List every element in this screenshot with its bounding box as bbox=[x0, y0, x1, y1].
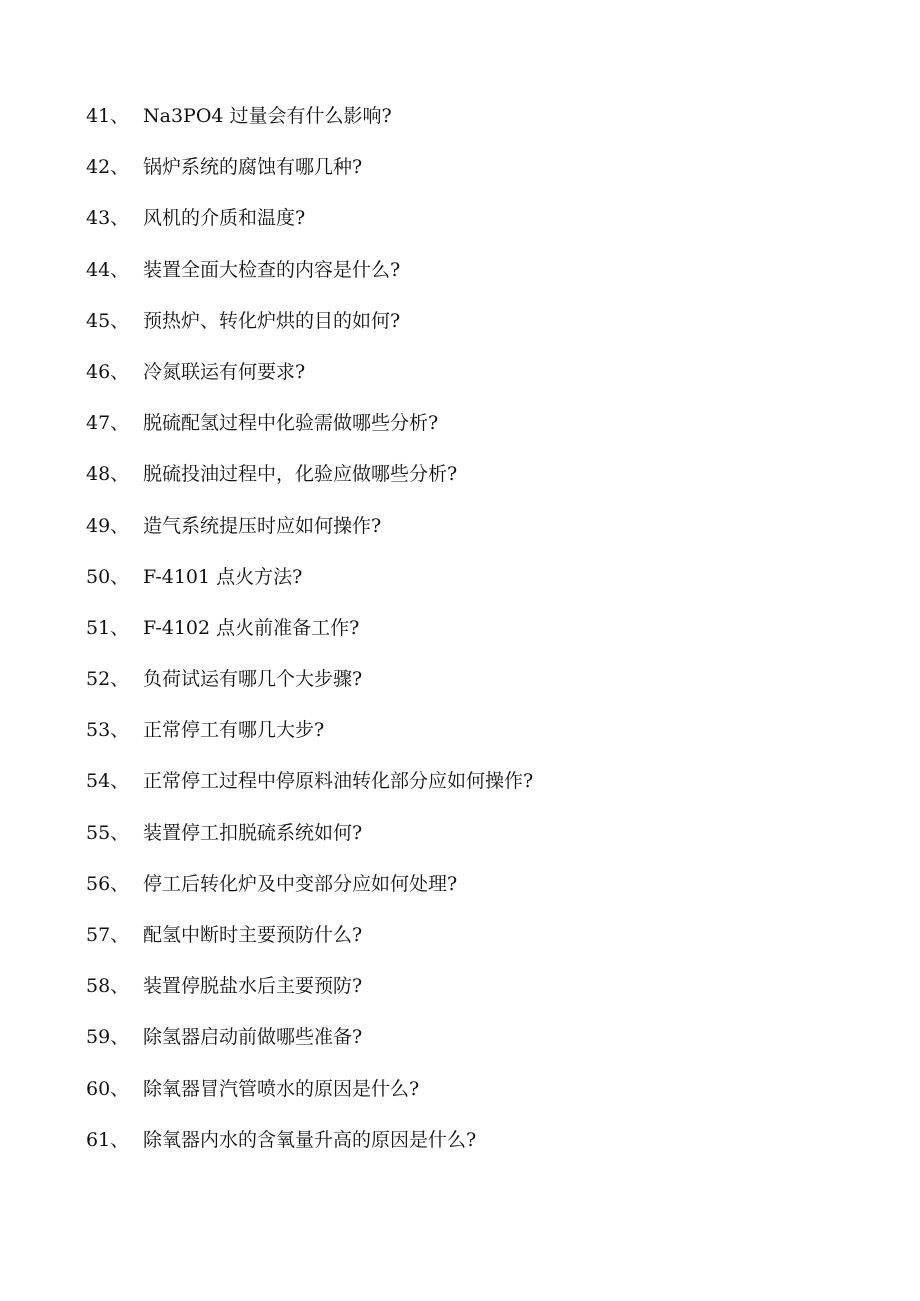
question-text: F-4101 点火方法? bbox=[143, 565, 303, 588]
question-item bbox=[86, 817, 886, 868]
question-number: 46、 bbox=[86, 360, 130, 383]
question-text: Na3PO4 过量会有什么影响? bbox=[143, 105, 392, 127]
question-number: 53、 bbox=[86, 719, 130, 742]
question-item bbox=[86, 356, 886, 407]
question-text: 正常停工过程中停原料油转化部分应如何操作? bbox=[143, 770, 534, 793]
question-number: 61、 bbox=[86, 1128, 130, 1151]
question-text: 装置停脱盐水后主要预防? bbox=[143, 975, 363, 998]
question-number: 57、 bbox=[86, 924, 130, 946]
question-item bbox=[86, 868, 886, 919]
question-number: 42、 bbox=[86, 156, 130, 179]
question-number: 41、 bbox=[86, 105, 130, 127]
question-item bbox=[86, 1073, 886, 1124]
question-item bbox=[86, 919, 886, 970]
question-text: 正常停工有哪几大步? bbox=[143, 719, 325, 742]
question-item bbox=[86, 714, 886, 765]
question-item bbox=[86, 254, 886, 305]
question-text: 除氧器冒汽管喷水的原因是什么? bbox=[143, 1077, 420, 1100]
question-number: 60、 bbox=[86, 1077, 130, 1100]
question-item bbox=[86, 612, 886, 663]
question-text: 预热炉、转化炉烘的目的如何? bbox=[143, 309, 401, 332]
question-text: 除氢器启动前做哪些准备? bbox=[143, 1026, 363, 1049]
question-number: 55、 bbox=[86, 821, 130, 844]
question-text: 装置全面大检查的内容是什么? bbox=[143, 258, 401, 281]
question-item bbox=[86, 1124, 886, 1175]
question-number: 50、 bbox=[86, 565, 130, 588]
question-text: 装置停工扣脱硫系统如何? bbox=[143, 821, 363, 844]
question-item bbox=[86, 407, 886, 458]
question-number: 47、 bbox=[86, 412, 130, 435]
question-item bbox=[86, 100, 886, 151]
question-number: 59、 bbox=[86, 1026, 130, 1049]
question-number: 44、 bbox=[86, 258, 130, 281]
question-number: 58、 bbox=[86, 975, 130, 998]
question-text: 除氧器内水的含氧量升高的原因是什么? bbox=[143, 1128, 477, 1151]
question-item bbox=[86, 765, 886, 816]
question-text: 锅炉系统的腐蚀有哪几种? bbox=[143, 156, 363, 179]
question-text: 脱硫配氢过程中化验需做哪些分析? bbox=[143, 412, 439, 435]
question-text: F-4102 点火前准备工作? bbox=[143, 616, 360, 639]
question-text: 停工后转化炉及中变部分应如何处理? bbox=[143, 872, 458, 895]
question-item bbox=[86, 561, 886, 612]
question-item bbox=[86, 1021, 886, 1072]
question-number: 52、 bbox=[86, 668, 130, 691]
question-number: 45、 bbox=[86, 309, 130, 332]
question-item bbox=[86, 202, 886, 253]
question-list bbox=[86, 100, 886, 1175]
question-item bbox=[86, 305, 886, 356]
question-text: 冷氮联运有何要求? bbox=[143, 360, 306, 383]
question-item bbox=[86, 663, 886, 714]
question-number: 54、 bbox=[86, 770, 130, 793]
question-item bbox=[86, 458, 886, 509]
question-text: 风机的介质和温度? bbox=[143, 207, 306, 230]
question-number: 43、 bbox=[86, 207, 130, 230]
question-number: 56、 bbox=[86, 872, 130, 895]
question-text: 负荷试运有哪几个大步骤? bbox=[143, 668, 363, 691]
question-number: 51、 bbox=[86, 616, 130, 639]
question-item bbox=[86, 510, 886, 561]
question-number: 48、 bbox=[86, 463, 130, 486]
question-number: 49、 bbox=[86, 514, 130, 537]
question-item bbox=[86, 151, 886, 202]
question-text: 配氢中断时主要预防什么? bbox=[143, 924, 363, 946]
question-text: 脱硫投油过程中，化验应做哪些分析? bbox=[143, 463, 458, 486]
question-item bbox=[86, 970, 886, 1021]
question-text: 造气系统提压时应如何操作? bbox=[143, 514, 382, 537]
